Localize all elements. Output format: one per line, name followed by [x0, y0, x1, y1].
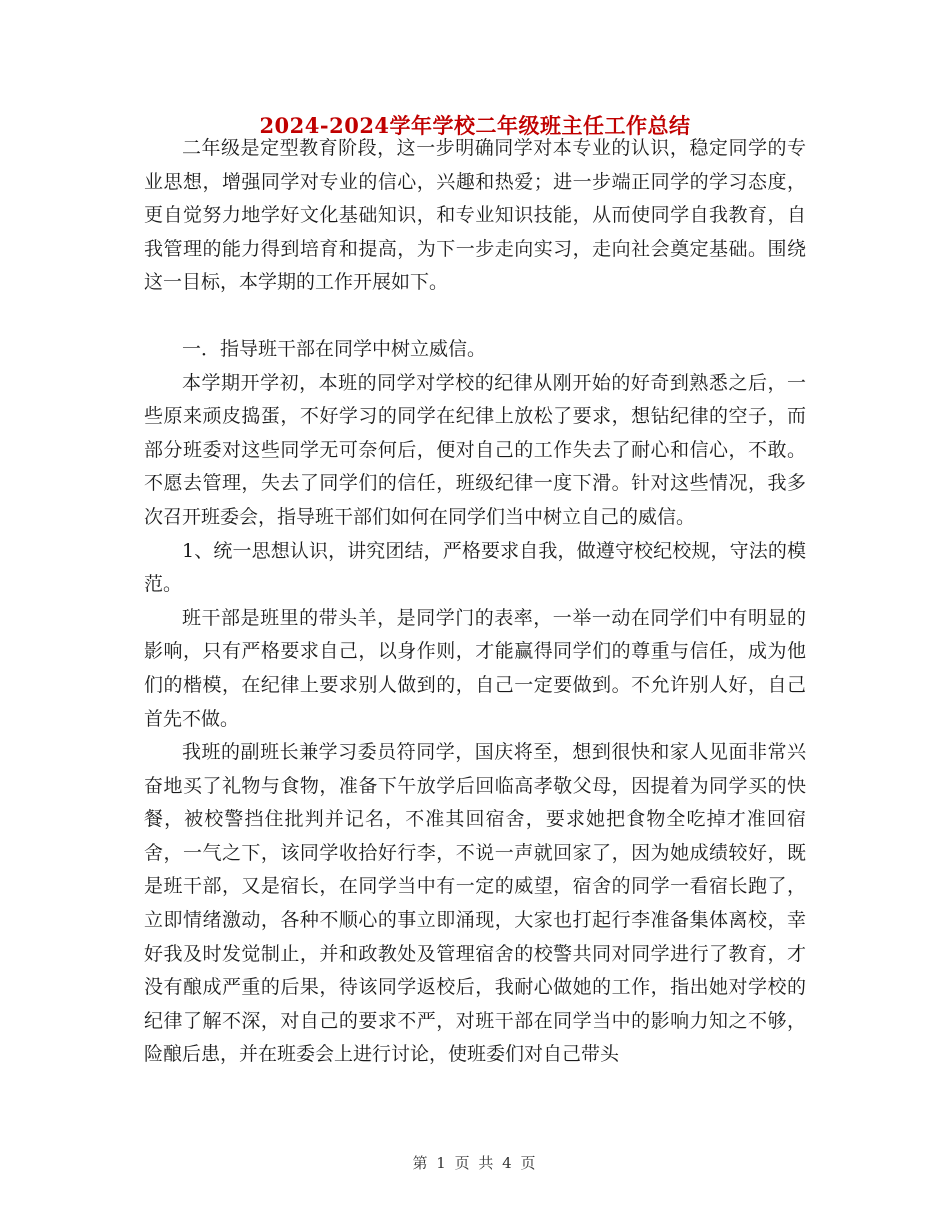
paragraph-intro: 二年级是定型教育阶段，这一步明确同学对本专业的认识，稳定同学的专业思想，增强同学对专业的信心，兴趣和热爱；进一步端正同学的学习态度，更自觉努力地学好文化基础知识，和专业知识技能，从而使同学自我教育，自我管理的能力得到培育和提高，为下一步走向实习，走向社会奠定基础。围绕这一目标，本学期的工作开展如下。	[144, 137, 806, 294]
paragraph-gap	[144, 300, 806, 333]
subheading-1: 1、统一思想认识，讲究团结，严格要求自我，做遵守校纪校规，守法的模范。	[144, 539, 806, 596]
paragraph-example: 我班的副班长兼学习委员符同学，国庆将至，想到很快和家人见面非常兴奋地买了礼物与食物，准备下午放学后回临高孝敬父母，因提着为同学买的快餐，被校警挡住批判并记名，不准其回宿舍，要求她把食物全吃掉才准回宿舍，一气之下，该同学收拾好行李，不说一声就回家了，因为她成绩较好，既是班干部，又是宿长，在同学当中有一定的威望，宿舍的同学一看宿长跑了，立即情绪激动，各种不顺心的事立即涌现，大家也打起行李准备集体离校，幸好我及时发觉制止，并和政教处及管理宿舍的校警共同对同学进行了教育，才没有酿成严重的后果，待该同学返校后，我耐心做她的工作，指出她对学校的纪律了解不深，对自己的要求不严，对班干部在同学当中的影响力知之不够，险酿后患，并在班委会上进行讨论，使班委们对自己带头	[144, 741, 806, 1066]
paragraph-subsection-1: 班干部是班里的带头羊，是同学门的表率，一举一动在同学们中有明显的影响，只有严格要求自己，以身作则，才能赢得同学们的尊重与信任，成为他们的楷模，在纪律上要求别人做到的，自己一定要做到。不允许别人好，自己首先不做。	[144, 606, 806, 730]
paragraph-section-1: 本学期开学初，本班的同学对学校的纪律从刚开始的好奇到熟悉之后，一些原来顽皮捣蛋，不好学习的同学在纪律上放松了要求，想钻纪律的空子，而部分班委对这些同学无可奈何后，便对自己的工作失去了耐心和信心，不敢。不愿去管理，失去了同学们的信任，班级纪律一度下滑。针对这些情况，我多次召开班委会，指导班干部们如何在同学们当中树立自己的威信。	[144, 371, 806, 528]
document-body	[144, 132, 806, 1072]
document-title: 2024-2024学年学校二年级班主任工作总结	[259, 113, 691, 138]
page-footer: 第 1 页 共 4 页	[412, 1154, 538, 1172]
section-heading-1: 一．指导班干部在同学中树立威信。	[182, 337, 487, 360]
